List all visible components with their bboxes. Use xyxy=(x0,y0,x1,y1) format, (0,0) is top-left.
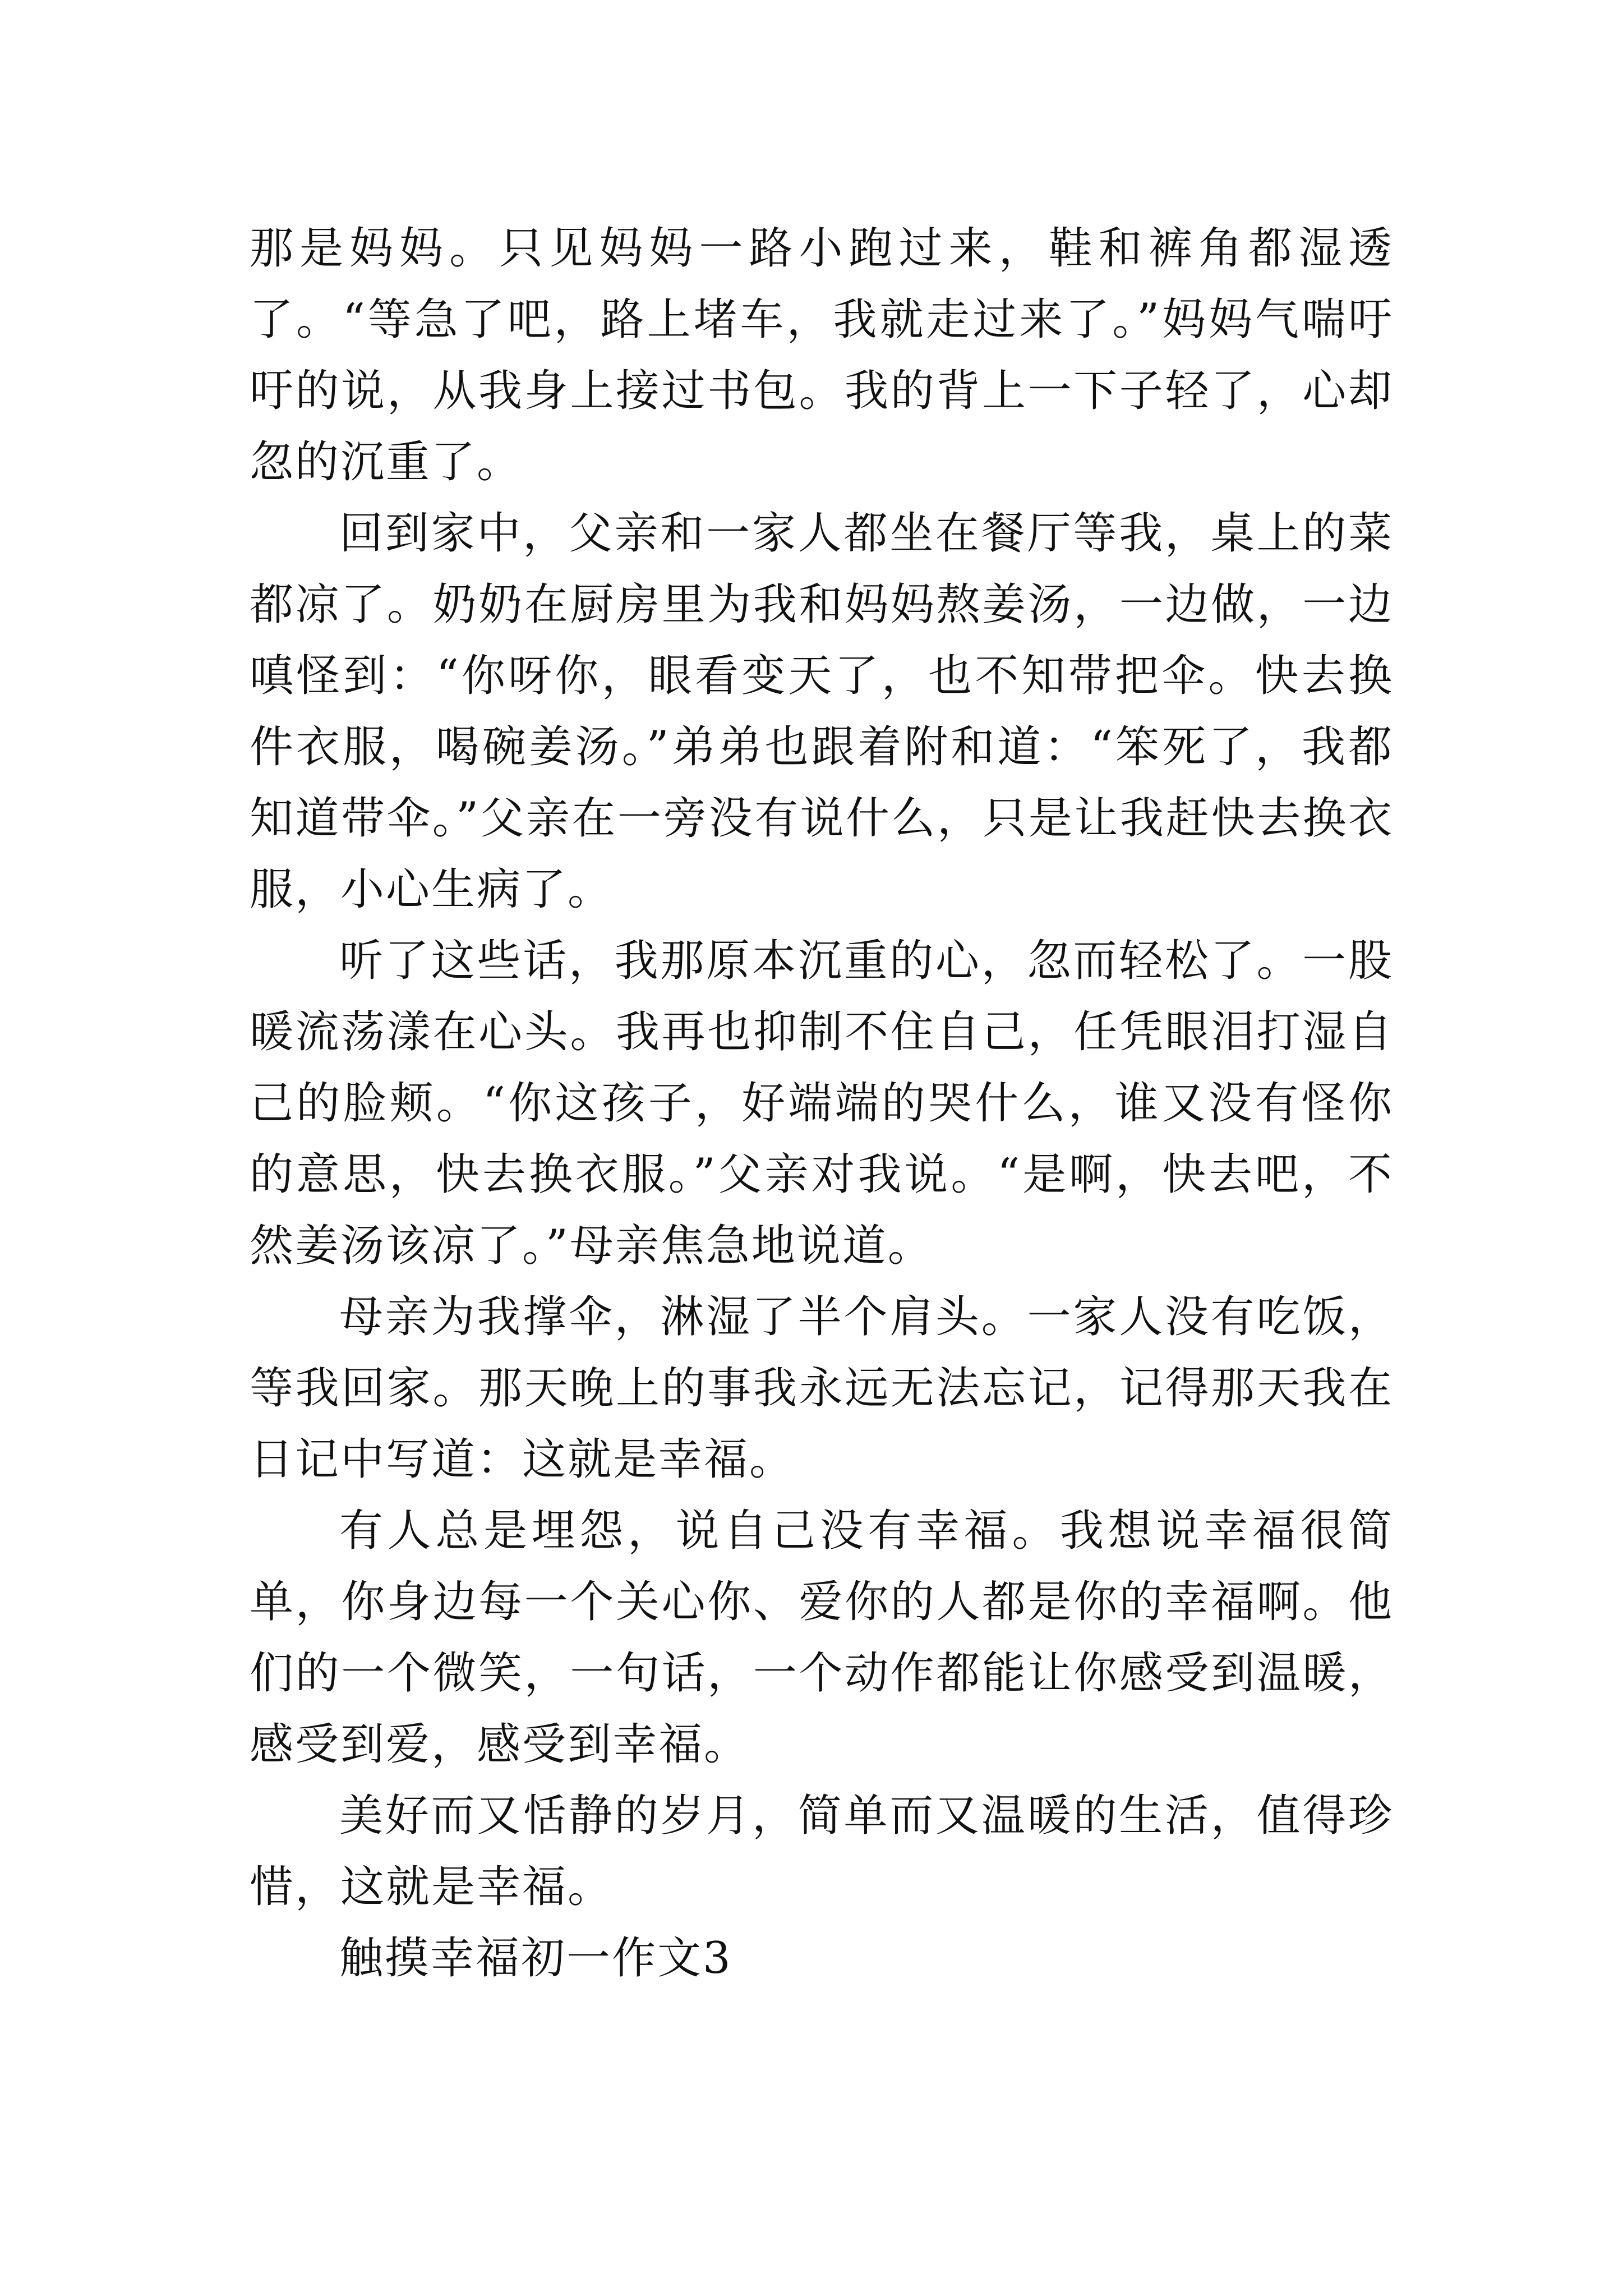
article-body xyxy=(250,213,1394,1994)
paragraph: 美好而又恬静的岁月，简单而又温暖的生活，值得珍惜，这就是幸福。 xyxy=(250,1791,1394,1912)
paragraph: 有人总是埋怨，说自己没有幸福。我想说幸福很简单，你身边每一个关心你、爱你的人都是你的幸福啊。他们的一个微笑，一句话，一个动作都能让你感受到温暖，感受到爱，感受到幸福。 xyxy=(250,1506,1394,1770)
section-heading: 触摸幸福初一作文3 xyxy=(339,1933,732,1984)
paragraph: 回到家中，父亲和一家人都坐在餐厅等我，桌上的菜都凉了。奶奶在厨房里为我和妈妈熬姜汤，一边做，一边嗔怪到：“你呀你，眼看变天了，也不知带把伞。快去换件衣服，喝碗姜汤。”弟弟也跟着附和道：“笨死了，我都知道带伞。”父亲在一旁没有说什么，只是让我赶快去换衣服，小心生病了。 xyxy=(250,508,1394,915)
paragraph: 听了这些话，我那原本沉重的心，忽而轻松了。一股暖流荡漾在心头。我再也抑制不住自己，任凭眼泪打湿自己的脸颊。“你这孩子，好端端的哭什么，谁又没有怪你的意思，快去换衣服。”父亲对我说。“是啊，快去吧，不然姜汤该凉了。”母亲焦急地说道。 xyxy=(250,936,1394,1271)
paragraph: 母亲为我撑伞，淋湿了半个肩头。一家人没有吃饭，等我回家。那天晚上的事我永远无法忘记，记得那天我在日记中写道：这就是幸福。 xyxy=(250,1292,1394,1485)
paragraph: 那是妈妈。只见妈妈一路小跑过来，鞋和裤角都湿透了。“等急了吧，路上堵车，我就走过来了。”妈妈气喘吁吁的说，从我身上接过书包。我的背上一下子轻了，心却忽的沉重了。 xyxy=(250,223,1394,487)
